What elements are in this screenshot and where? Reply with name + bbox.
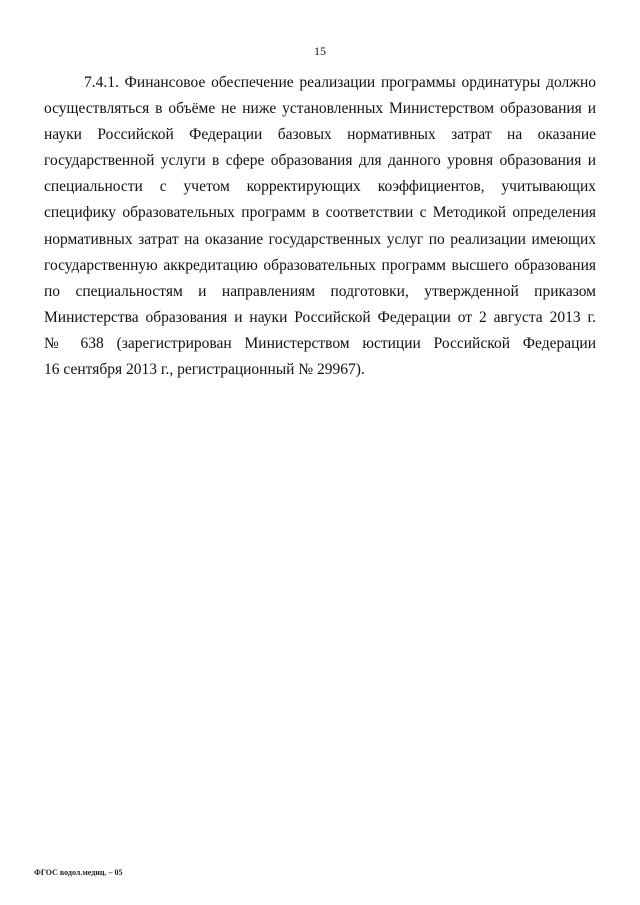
paragraph-line: науки Российской Федерации базовых нормативных затрат на оказание	[44, 126, 596, 144]
paragraph-line: нормативных затрат на оказание государственных услуг по реализации имеющих	[44, 230, 596, 248]
paragraph-line: Министерства образования и науки Российской Федерации от 2 августа 2013 г.	[44, 308, 596, 326]
paragraph-line: специальности с учетом корректирующих коэффициентов, учитывающих	[44, 178, 596, 196]
paragraph-line: государственной услуги в сфере образования для данного уровня образования и	[44, 152, 596, 170]
paragraph-line: 7.4.1. Финансовое обеспечение реализации программы ординатуры должно	[84, 74, 596, 91]
page-number: 15	[314, 44, 326, 58]
paragraph-line: государственную аккредитацию образовательных программ высшего образования	[44, 256, 596, 274]
paragraph-line: по специальностям и направлениям подготовки, утвержденной приказом	[44, 282, 596, 300]
paragraph-7-4-1	[44, 70, 596, 383]
paragraph-line: № 638 (зарегистрирован Министерством юстиции Российской Федерации	[44, 334, 596, 352]
paragraph-line: осуществляться в объёме не ниже установленных Министерством образования и	[44, 100, 596, 118]
footer-code: ФГОС водол.медиц. – 05	[34, 868, 123, 877]
paragraph-line: специфику образовательных программ в соответствии с Методикой определения	[44, 204, 596, 222]
paragraph-line: 16 сентября 2013 г., регистрационный № 29967).	[44, 361, 365, 379]
